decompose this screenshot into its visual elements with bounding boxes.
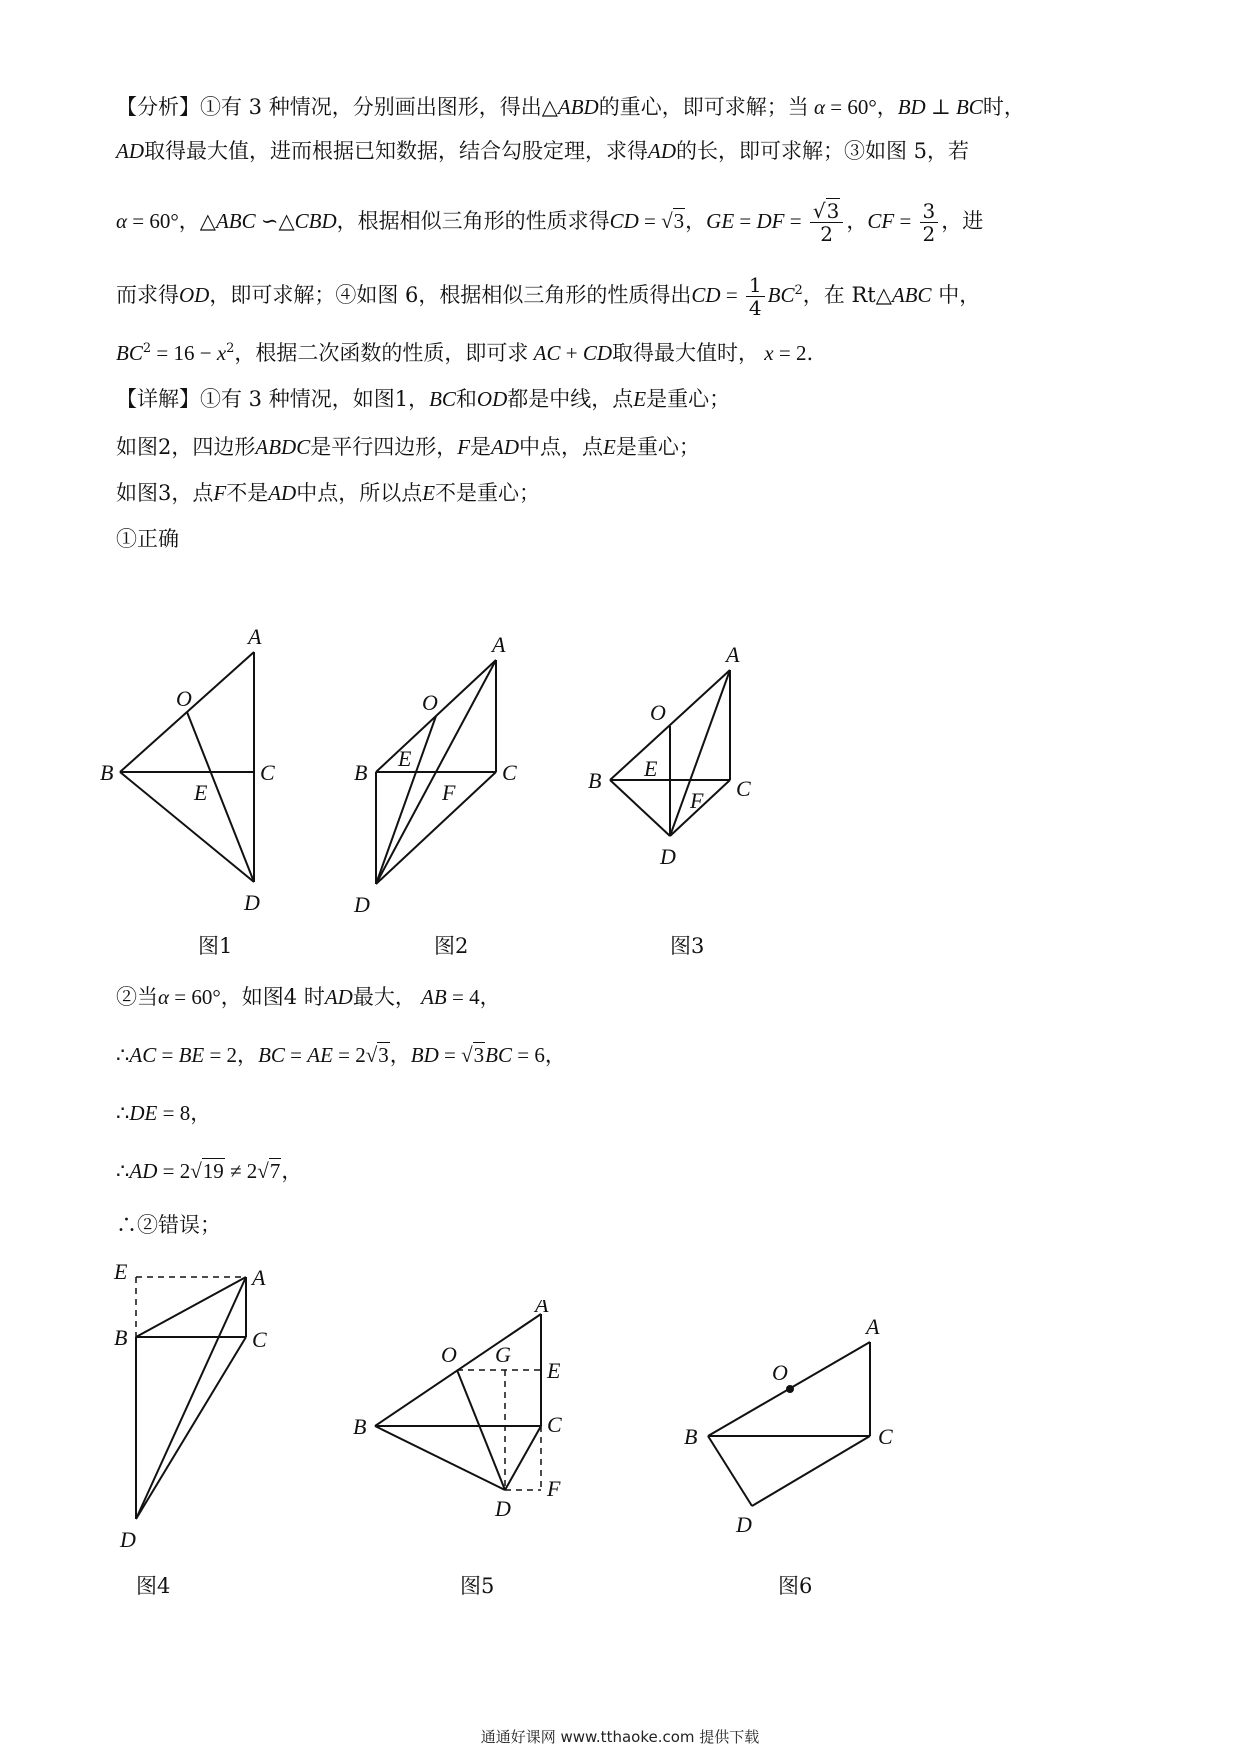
svg-text:O: O: [422, 690, 438, 715]
analysis-line-2: AD取得最大值，进而根据已知数据，结合勾股定理，求得AD的长，即可求解；③如图 5，若: [116, 139, 970, 163]
svg-text:E: E: [114, 1259, 128, 1284]
detail-line-9: ∴②错误；: [116, 1213, 221, 1237]
detail-line-1: 【详解】①有 3 种情况，如图1，BC和OD都是中线，点E是重心；: [116, 387, 731, 411]
figure-1: [100, 620, 300, 924]
figure-3-caption: 图3: [670, 934, 705, 958]
figure-2-caption: 图2: [434, 934, 469, 958]
svg-text:A: A: [252, 1265, 266, 1290]
svg-text:D: D: [120, 1527, 136, 1552]
svg-text:B: B: [100, 760, 114, 785]
detail-line-3: 如图3，点F不是AD中点，所以点E不是重心；: [116, 481, 541, 505]
figure-4-caption: 图4: [136, 1574, 171, 1598]
point-o-dot: [786, 1385, 794, 1393]
detail-line-4: ①正确: [116, 527, 179, 551]
svg-text:O: O: [650, 700, 666, 725]
detail-line-6: ∴AC = BE = 2，BC = AE = 2√3，BD = √3BC = 6，: [116, 1043, 566, 1067]
svg-text:F: F: [442, 780, 456, 805]
svg-text:D: D: [244, 890, 260, 915]
svg-text:B: B: [114, 1325, 128, 1350]
svg-text:E: E: [194, 780, 208, 805]
detail-line-5: ②当α = 60°，如图4 时AD最大， AB = 4，: [116, 985, 501, 1009]
svg-text:B: B: [353, 1414, 367, 1439]
svg-text:A: A: [866, 1314, 880, 1339]
figure-2: [350, 620, 540, 924]
analysis-line-1: 【分析】①有 3 种情况，分别画出图形，得出△ABD的重心，即可求解；当 α = 60°，BD ⊥ BC时，: [116, 95, 1025, 119]
svg-text:C: C: [547, 1412, 562, 1437]
svg-text:C: C: [878, 1424, 893, 1449]
svg-text:D: D: [495, 1496, 511, 1521]
svg-text:C: C: [252, 1327, 267, 1352]
svg-text:O: O: [772, 1360, 788, 1385]
svg-text:A: A: [248, 624, 262, 649]
svg-text:O: O: [176, 686, 192, 711]
figure-1-caption: 图1: [198, 934, 233, 958]
svg-text:E: E: [547, 1358, 561, 1383]
svg-text:F: F: [690, 788, 704, 813]
svg-text:B: B: [588, 768, 602, 793]
analysis-line-3: α = 60°，△ABC ∽△CBD，根据相似三角形的性质求得CD = √3，GE = DF = $\frac{√3}{2}$ ，CF = $\frac{3}{2}$ ，进: [116, 199, 984, 246]
figure-6: [680, 1310, 910, 1544]
svg-text:A: A: [492, 632, 506, 657]
svg-text:C: C: [502, 760, 517, 785]
svg-text:C: C: [736, 776, 751, 801]
figure-6-caption: 图6: [778, 1574, 813, 1598]
svg-text:G: G: [495, 1342, 511, 1367]
svg-text:O: O: [441, 1342, 457, 1367]
svg-text:C: C: [260, 760, 275, 785]
figure-3: [580, 630, 770, 884]
svg-text:B: B: [354, 760, 368, 785]
svg-text:F: F: [547, 1476, 561, 1501]
svg-text:D: D: [354, 892, 370, 917]
figure-5-caption: 图5: [460, 1574, 495, 1598]
svg-text:A: A: [535, 1300, 549, 1317]
detail-line-8: ∴AD = 2√19 ≠ 2√7，: [116, 1159, 303, 1183]
analysis-line-5: $BC^2 = 16 - x^2$，根据二次函数的性质，即可求 AC + CD取得最大值时， x = 2.: [116, 341, 814, 365]
svg-text:A: A: [726, 642, 740, 667]
detail-line-2: 如图2，四边形ABDC是平行四边形，F是AD中点，点E是重心；: [116, 435, 700, 459]
svg-text:D: D: [736, 1512, 752, 1537]
svg-text:B: B: [684, 1424, 698, 1449]
svg-text:E: E: [644, 756, 658, 781]
figure-5: [345, 1300, 575, 1534]
svg-text:D: D: [660, 844, 676, 869]
analysis-line-4: 而求得OD，即可求解；④如图 6，根据相似三角形的性质得出CD = $\frac{1}{4}$ $BC^2$，在 Rt△ABC 中，: [116, 273, 981, 320]
svg-text:E: E: [398, 746, 412, 771]
footer-source: 通通好课网 www.tthaoke.com 提供下载: [480, 1728, 760, 1746]
detail-line-7: ∴DE = 8，: [116, 1101, 212, 1125]
figure-4: [110, 1255, 280, 1559]
